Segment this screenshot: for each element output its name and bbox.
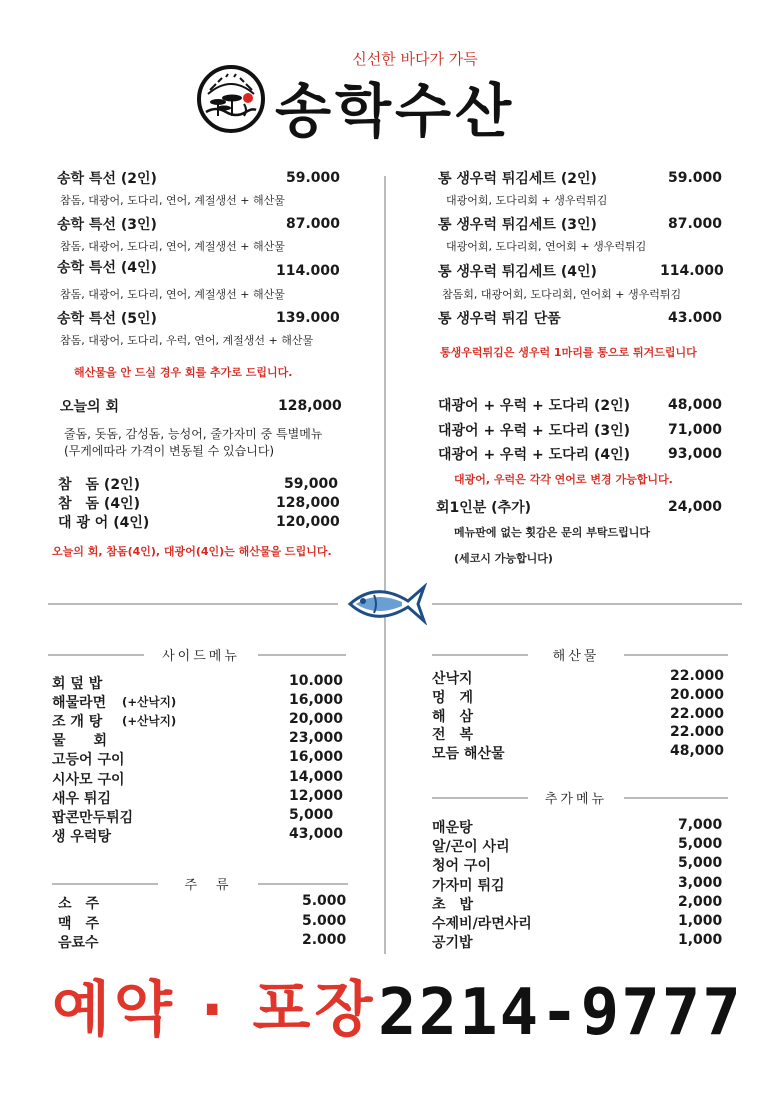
today-desc: 줄돔, 돗돔, 감성돔, 능성어, 줄가자미 중 특별메뉴 <box>64 427 323 441</box>
set-name: 송학 특선 (2인) <box>57 171 157 187</box>
fish-item-name: 참 돔 (2인) <box>58 477 140 493</box>
horizontal-divider-left <box>48 603 338 605</box>
seafood-note: 해산물을 안 드실 경우 회를 추가로 드립니다. <box>74 366 293 379</box>
menu-row <box>52 711 359 730</box>
section-rule <box>48 654 144 656</box>
menu-item-price: 22.000 <box>670 705 725 722</box>
menu-row <box>52 749 359 768</box>
menu-item-name: 청어 구이 <box>432 858 491 875</box>
menu-item-name: 생 우럭탕 <box>52 828 111 845</box>
set-name: 송학 특선 (4인) <box>57 260 157 276</box>
fry-set-price: 87.000 <box>668 216 723 232</box>
menu-item-name: 고등어 구이 <box>52 752 125 769</box>
section-rule <box>258 654 346 656</box>
fish-item-name: 참 돔 (4인) <box>58 496 140 512</box>
menu-item-name: 새우 튀김 <box>52 790 111 807</box>
menu-item-name: 가자미 튀김 <box>432 877 505 894</box>
fry-single-price: 43.000 <box>668 310 723 326</box>
menu-row <box>432 724 740 743</box>
menu-row <box>432 875 748 894</box>
menu-item-price: 5.000 <box>302 893 347 909</box>
combo-price: 48,000 <box>668 397 723 413</box>
set-desc: 참돔, 대광어, 도다리, 우럭, 연어, 계절생선 + 해산물 <box>60 334 314 347</box>
menu-row <box>432 836 748 855</box>
fry-set-name: 통 생우럭 튀김세트 (4인) <box>438 264 597 280</box>
vertical-divider <box>384 176 386 954</box>
combo-name: 대광어 + 우럭 + 도다리 (4인) <box>438 447 631 463</box>
combo-price: 93,000 <box>668 446 723 462</box>
menu-item-price: 23,000 <box>289 730 344 747</box>
menu-item-name: 공기밥 <box>432 935 473 952</box>
horizontal-divider-right <box>432 603 742 605</box>
menu-item-price: 5.000 <box>302 912 347 929</box>
menu-item-name: 조 개 탕 <box>52 714 103 731</box>
fry-set-desc: 대광어회, 도다리회, 연어회 + 생우럭튀김 <box>446 240 647 253</box>
menu-item-price: 7,000 <box>678 817 723 833</box>
menu-row <box>432 913 748 932</box>
menu-row <box>52 673 359 692</box>
menu-item-price: 5,000 <box>289 806 334 823</box>
logo-emblem-icon <box>196 64 266 134</box>
set-price: 139.000 <box>276 310 340 326</box>
set-name: 송학 특선 (3인) <box>57 217 157 233</box>
menu-row <box>432 668 740 687</box>
set-price: 59.000 <box>286 170 341 186</box>
menu-item-price: 3,000 <box>678 874 723 891</box>
menu-item-name: 멍 게 <box>432 689 474 706</box>
menu-item-price: 22.000 <box>670 668 725 684</box>
fry-set-desc: 참돔회, 대광어회, 도다리회, 연어회 + 생우럭튀김 <box>442 288 682 301</box>
menu-row <box>432 687 740 706</box>
fry-set-desc: 대광어회, 도다리회 + 생우럭튀김 <box>446 194 608 207</box>
menu-item-price: 5,000 <box>678 836 723 853</box>
fish-item-price: 59,000 <box>284 476 339 492</box>
menu-row <box>432 894 748 913</box>
side-menu-title: 사이드메뉴 <box>162 649 240 664</box>
menu-row <box>432 743 740 762</box>
menu-row <box>52 788 359 807</box>
set-price: 114.000 <box>276 263 340 279</box>
menu-item-price: 16,000 <box>289 749 344 766</box>
menu-row <box>52 807 359 826</box>
section-rule <box>52 883 158 885</box>
extra-name: 회1인분 (추가) <box>436 500 532 516</box>
menu-item-addon: (+산낙지) <box>122 714 177 729</box>
menu-row <box>52 692 359 711</box>
section-rule <box>624 797 728 799</box>
menu-row <box>52 826 359 845</box>
set-desc: 참돔, 대광어, 도다리, 연어, 계절생선 + 해산물 <box>60 240 285 253</box>
section-rule <box>432 654 528 656</box>
combo-name: 대광어 + 우럭 + 도다리 (3인) <box>438 423 631 439</box>
reserve-takeout-label: 예약 · 포장 <box>52 975 377 1045</box>
fish-item-name: 대 광 어 (4인) <box>58 515 150 531</box>
menu-item-name: 전 복 <box>432 727 474 744</box>
menu-item-name: 초 밥 <box>432 896 474 913</box>
menu-item-price: 14,000 <box>289 768 344 785</box>
menu-item-addon: (+산낙지) <box>122 695 177 710</box>
set-price: 87.000 <box>286 216 341 232</box>
menu-item-name: 물 회 <box>52 733 108 750</box>
menu-item-name: 산낙지 <box>432 671 473 687</box>
menu-item-name: 해 삼 <box>432 708 474 725</box>
menu-item-price: 48,000 <box>670 743 725 760</box>
combo-note: 대광어, 우럭은 각각 연어로 변경 가능합니다. <box>454 473 673 486</box>
combo-name: 대광어 + 우럭 + 도다리 (2인) <box>438 398 631 414</box>
menu-item-name: 모듬 해산물 <box>432 746 505 763</box>
menu-item-name: 팝콘만두튀김 <box>52 809 134 826</box>
set-name: 송학 특선 (5인) <box>57 311 157 327</box>
fry-set-name: 통 생우럭 튀김세트 (3인) <box>438 217 597 233</box>
fry-set-name: 통 생우럭 튀김세트 (2인) <box>438 171 597 187</box>
drinks-title: 주 류 <box>184 878 232 893</box>
menu-item-price: 43,000 <box>289 825 344 842</box>
menu-item-price: 1,000 <box>678 913 723 929</box>
tagline: 신선한 바다가 가득 <box>352 50 478 68</box>
today-desc-note: (무게에따라 가격이 변동될 수 있습니다) <box>64 444 275 458</box>
menu-item-name: 매운탕 <box>432 820 473 836</box>
menu-item-name: 알/곤이 사리 <box>432 839 510 856</box>
menu-item-price: 22.000 <box>670 724 725 741</box>
menu-row <box>432 706 740 725</box>
fish-item-price: 120,000 <box>276 514 340 530</box>
fry-single-name: 통 생우럭 튀김 단품 <box>438 311 561 327</box>
fish-item-price: 128,000 <box>276 495 340 511</box>
section-rule <box>432 797 528 799</box>
menu-item-price: 2,000 <box>678 893 723 910</box>
menu-item-price: 20,000 <box>289 711 344 728</box>
menu-item-name: 소 주 <box>58 896 100 912</box>
menu-row <box>432 855 748 874</box>
menu-item-name: 해물라면 <box>52 695 107 712</box>
menu-item-name: 회 덮 밥 <box>52 676 103 692</box>
menu-item-name: 시사모 구이 <box>52 771 125 788</box>
fry-set-price: 114.000 <box>660 263 724 279</box>
menu-item-price: 16,000 <box>289 692 344 709</box>
menu-row <box>52 769 359 788</box>
menu-row <box>58 913 372 932</box>
extra-price: 24,000 <box>668 499 723 515</box>
menu-row <box>58 893 372 912</box>
brand-title: 송학수산 <box>275 77 516 145</box>
today-name: 오늘의 회 <box>60 399 119 415</box>
menu-item-price: 12,000 <box>289 787 344 804</box>
section-rule <box>624 654 728 656</box>
menu-row <box>432 932 748 951</box>
seafood-title: 해산물 <box>552 649 600 664</box>
fry-set-price: 59.000 <box>668 170 723 186</box>
menu-item-price: 20.000 <box>670 686 725 703</box>
menu-item-name: 맥 주 <box>58 915 100 932</box>
menu-item-price: 5,000 <box>678 855 723 872</box>
menu-row <box>432 817 748 836</box>
menu-item-price: 2.000 <box>302 932 347 948</box>
menu-item-name: 수제비/라면사리 <box>432 916 532 932</box>
menu-row <box>52 730 359 749</box>
fish-icon <box>346 583 428 625</box>
set-desc: 참돔, 대광어, 도다리, 연어, 계절생선 + 해산물 <box>60 194 285 207</box>
fish-note: 오늘의 회, 참돔(4인), 대광어(4인)는 해산물을 드립니다. <box>52 545 332 558</box>
extra-desc-note: (세코시 가능합니다) <box>454 552 553 565</box>
menu-item-price: 10.000 <box>289 673 344 689</box>
menu-row <box>58 932 372 951</box>
phone-number[interactable]: 2214-9777 <box>378 976 743 1050</box>
combo-price: 71,000 <box>668 422 723 438</box>
menu-item-price: 1,000 <box>678 932 723 949</box>
today-price: 128,000 <box>278 398 342 414</box>
extra-desc: 메뉴판에 없는 횟감은 문의 부탁드립니다 <box>454 526 650 539</box>
menu-item-name: 음료수 <box>58 935 99 951</box>
section-rule <box>258 883 348 885</box>
set-desc: 참돔, 대광어, 도다리, 연어, 계절생선 + 해산물 <box>60 288 285 301</box>
fry-note: 통생우럭튀김은 생우럭 1마리를 통으로 튀겨드립니다 <box>440 346 697 359</box>
add-menu-title: 추가메뉴 <box>544 792 608 807</box>
